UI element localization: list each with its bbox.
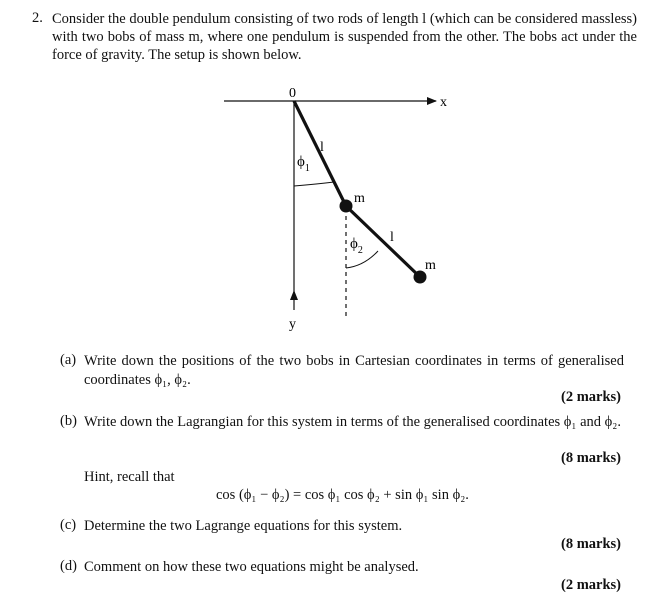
part-c-text: Determine the two Lagrange equations for this system. bbox=[84, 518, 403, 534]
part-d-text: Comment on how these two equations might be analysed. bbox=[84, 559, 419, 575]
angle-1-arc bbox=[294, 182, 334, 186]
question-intro: Consider the double pendulum consisting of two rods of length l (which can be considered massless) with two bobs of mass m, where one pendulum is suspended from the other. The bobs act under the force of gravity. The setup is shown below. bbox=[52, 11, 637, 63]
part-a-marks: (2 marks) bbox=[560, 389, 621, 405]
part-d-marks: (2 marks) bbox=[560, 577, 621, 593]
x-axis-label: x bbox=[440, 95, 447, 110]
origin-label: 0 bbox=[289, 86, 296, 101]
angle-1-label: $\phi_1$ bbox=[297, 154, 310, 174]
part-c-marks: (8 marks) bbox=[560, 536, 621, 552]
mass-2-label: m bbox=[425, 258, 436, 273]
part-a-letter: (a) bbox=[60, 352, 77, 368]
question-number: 2. bbox=[32, 10, 43, 26]
part-d-letter: (d) bbox=[60, 558, 77, 574]
rod-2-length-label: l bbox=[390, 230, 394, 245]
part-b-marks: (8 marks) bbox=[560, 450, 621, 466]
hint-label: Hint, recall that bbox=[84, 469, 175, 485]
angle-2-label: $\phi_2$ bbox=[350, 236, 363, 256]
y-axis-label: y bbox=[289, 317, 296, 332]
part-c-letter: (c) bbox=[60, 517, 77, 533]
bob-1 bbox=[340, 200, 353, 213]
y-axis-arrow bbox=[290, 290, 298, 300]
part-a-text: Write down the positions of the two bobs in Cartesian coordinates in terms of generalised coordinates ϕ₁, ϕ₂. bbox=[84, 353, 624, 388]
mass-1-label: m bbox=[354, 191, 365, 206]
part-b-letter: (b) bbox=[60, 413, 77, 429]
part-b-text: Write down the Lagrangian for this system in terms of the generalised coordinates ϕ₁ and ϕ₂. bbox=[84, 414, 621, 430]
hint-equation: cos (ϕ₁ − ϕ₂) = cos ϕ₁ cos ϕ₂ + sin ϕ₁ sin ϕ₂. bbox=[216, 487, 469, 503]
rod-1-length-label: l bbox=[320, 140, 324, 155]
